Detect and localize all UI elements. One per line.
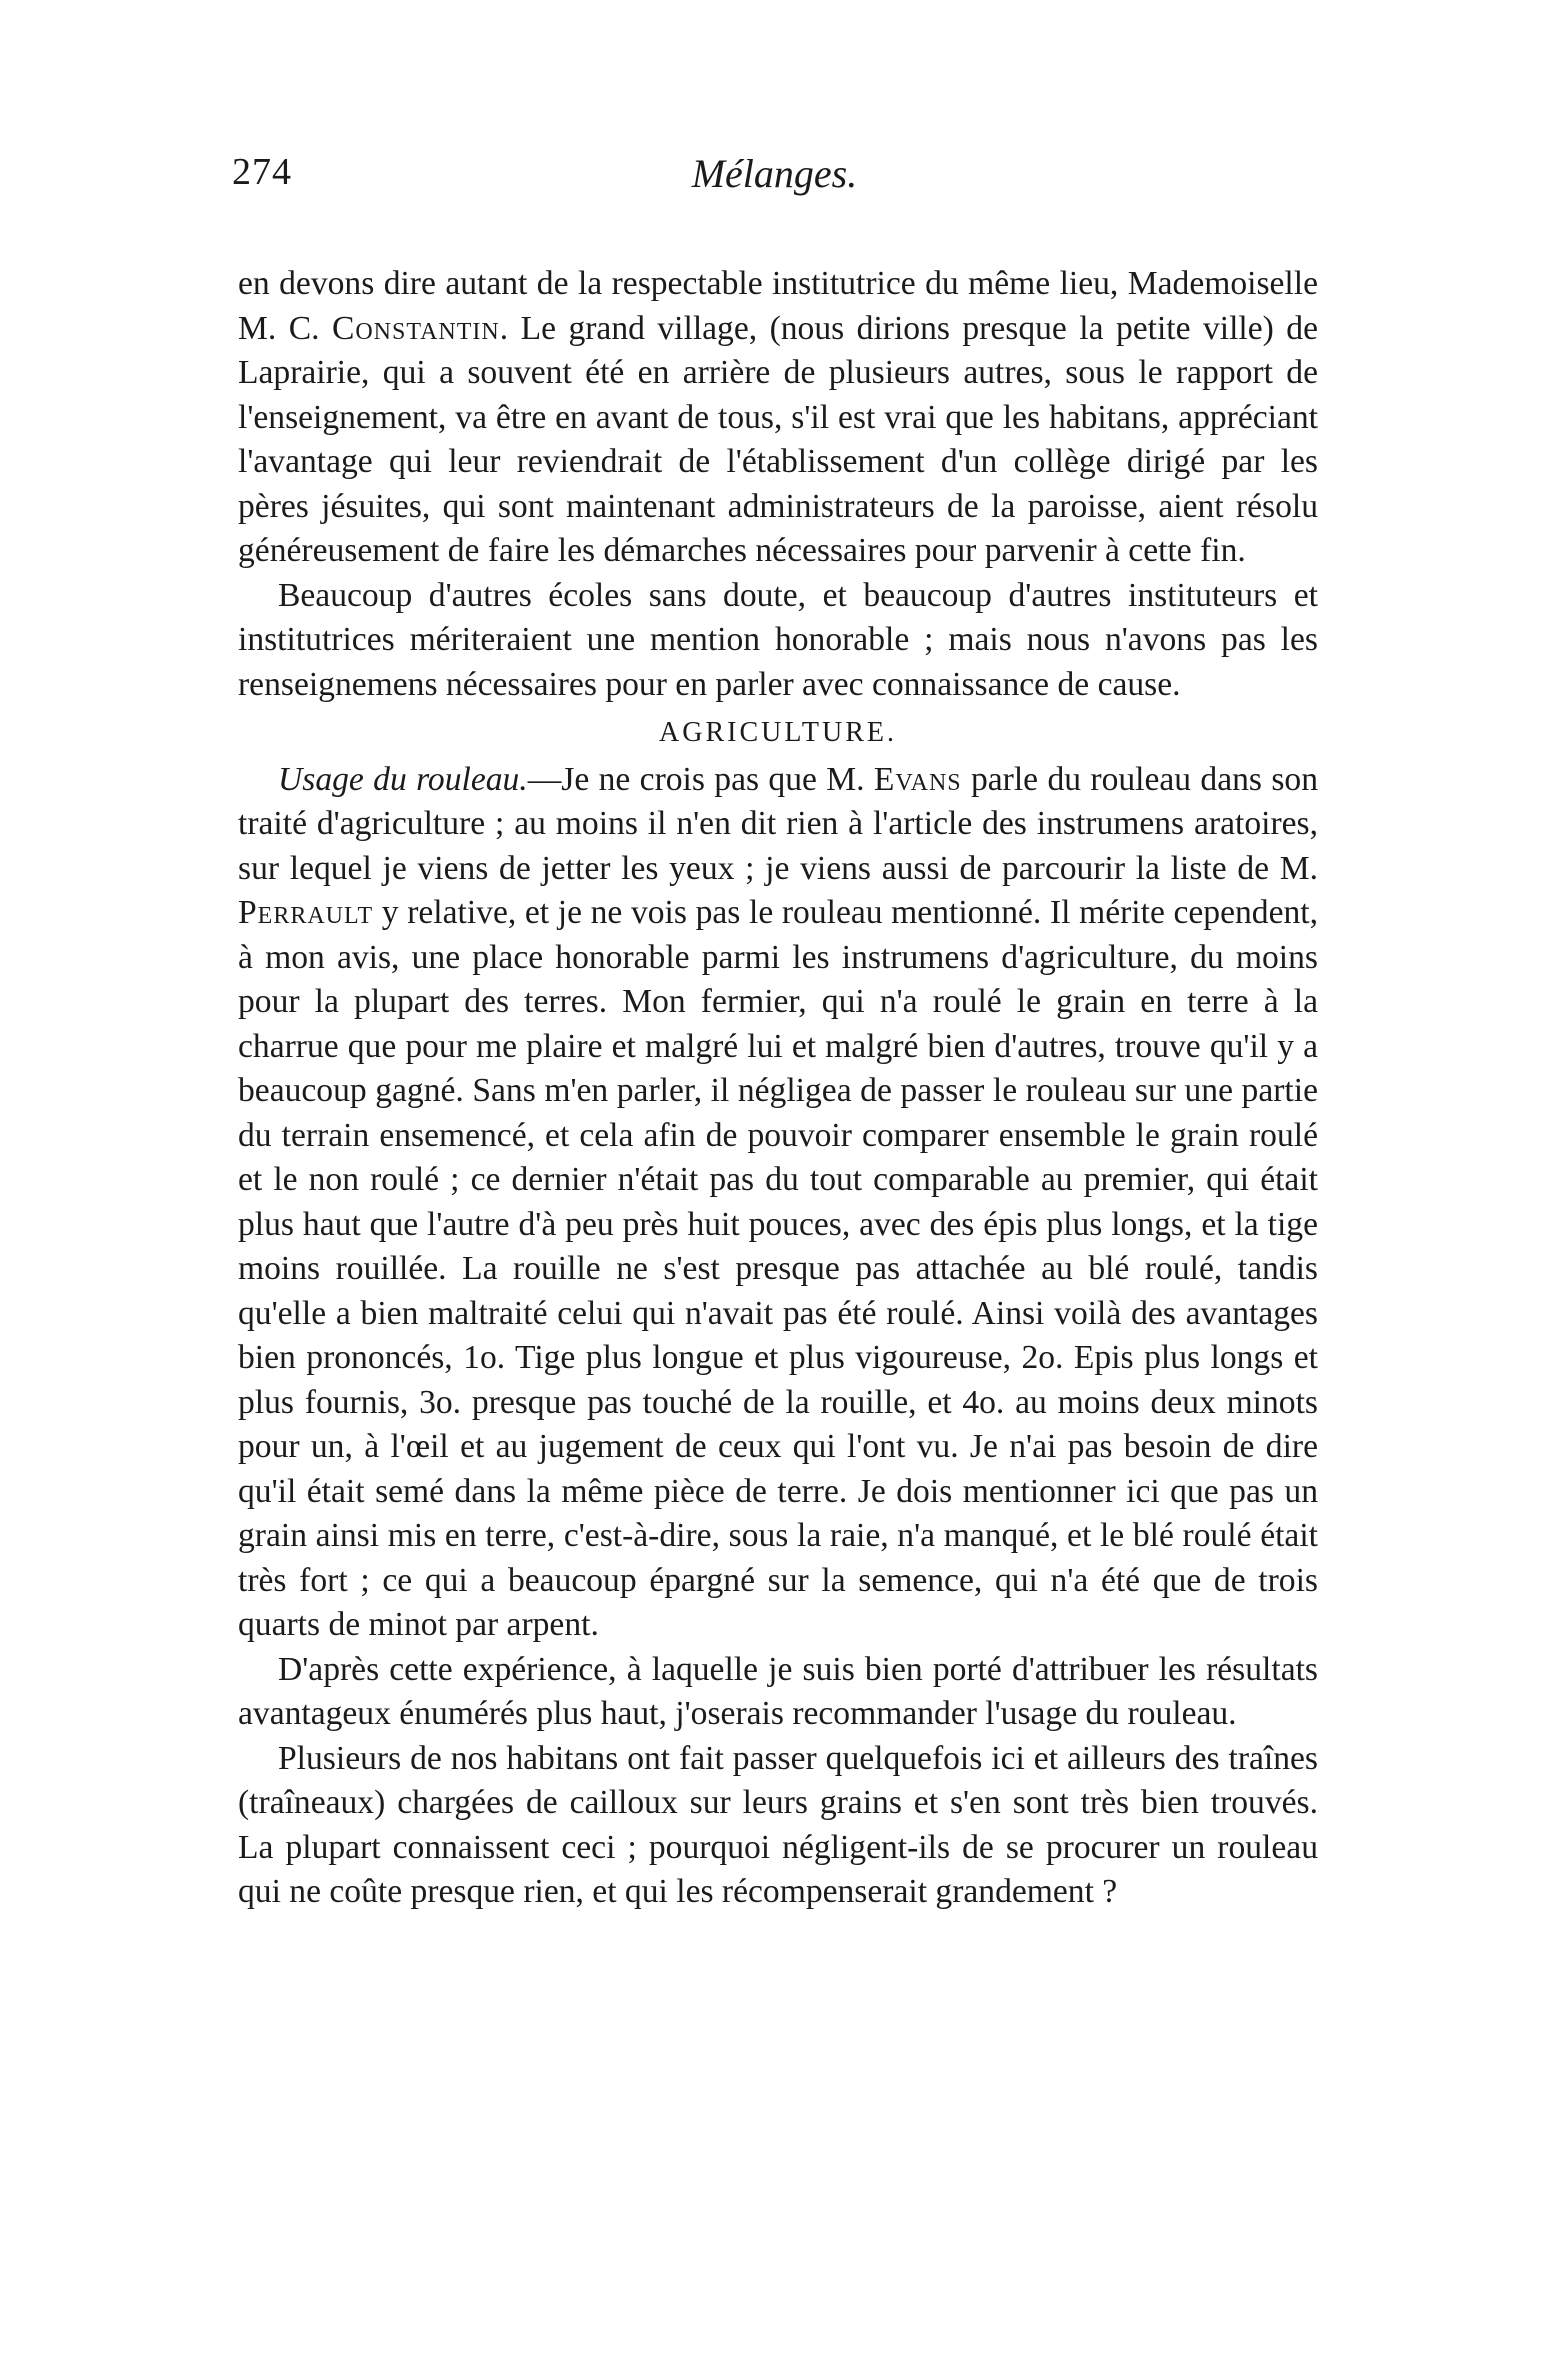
text-run: —Je ne crois pas que M. — [527, 760, 874, 798]
running-title: Mélanges. — [691, 151, 858, 196]
paragraph-education-continued — [238, 262, 1318, 574]
page-number: 274 — [232, 151, 292, 193]
paragraph-traines: Plusieurs de nos habitans ont fait passer quelquefois ici et ailleurs des traînes (traîneaux) chargées de cailloux sur leurs grains et s'en sont très bien trouvés. La plupart connaissent ceci ; pourquoi négligent-ils de se procurer un rouleau qui ne coûte presque rien, et qui les récompenserait grandement ? — [238, 1739, 1318, 1910]
text-run: en devons dire autant de la respectable institutrice du même lieu, Mademoiselle M. C. — [238, 265, 1318, 347]
page-header — [232, 150, 1317, 210]
page-body — [238, 262, 1318, 1915]
name-constantin: Constantin — [331, 309, 500, 347]
paragraph-other-schools: Beaucoup d'autres écoles sans doute, et beaucoup d'autres instituteurs et institutrices mériteraient une mention honorable ; mais nous n'avons pas les renseignemens nécessaires pour en parler avec connaissance de cause. — [238, 576, 1318, 703]
text-run: y relative, et je ne vois pas le rouleau mentionné. Il mérite cependent, à mon avis, une place honorable parmi les instrumens d'agriculture, du moins pour la plupart des terres. Mon fermier, qui n'a roulé le grain en terre à la charrue que pour me plaire et malgré lui et malgré bien d'autres, trouve qu'il y a beaucoup gagné. Sans m'en parler, il négligea de passer le rouleau sur une partie du terrain ensemencé, et cela afin de pouvoir comparer ensemble le grain roulé et le non roulé ; ce dernier n'était pas du tout comparable au premier, qui était plus haut que l'autre d'à peu près huit pouces, avec des épis plus longs, et la tige moins rouillée. La rouille ne s'est presque pas attachée au blé roulé, tandis qu'elle a bien maltraité celui qui n'avait pas été roulé. Ainsi voilà des avantages bien prononcés, 1o. Tige plus longue et plus vigoureuse, 2o. Epis plus longs et plus fournis, 3o. presque pas touché de la rouille, et 4o. au moins deux minots pour un, à l'œil et au jugement de ceux qui l'ont vu. Je n'ai pas besoin de dire qu'il était semé dans la même pièce de terre. Je dois mentionner ici que pas un grain ainsi mis en terre, c'est-à-dire, sous la raie, n'a manqué, et le blé roulé était très fort ; ce qui a beaucoup épargné sur la semence, qui n'a été que de trois quarts de minot par arpent. — [238, 894, 1318, 1643]
name-evans: Evans — [873, 760, 962, 798]
name-perrault: Perrault — [238, 894, 374, 931]
text-run: . Le grand village, (nous dirions presque la petite ville) de Laprairie, qui a souvent été en arrière de plusieurs autres, sous le rapport de l'enseignement, va être en avant de tous, s'il est vrai que les habitans, appréciant l'avantage qui leur reviendrait de l'établissement d'un collège dirigé par les pères jésuites, qui sont maintenant administrateurs de la paroisse, aient résolu généreusement de faire les démarches nécessaires pour parvenir à cette fin. — [238, 309, 1318, 569]
section-heading-agriculture: AGRICULTURE. — [659, 717, 897, 748]
paragraph-rouleau — [238, 758, 1318, 1648]
text-run: parle du rouleau dans son traité d'agriculture ; au moins il n'en dit rien à l'article des instrumens aratoires, sur lequel je viens de jetter les yeux ; je viens aussi de parcourir la liste de M. — [238, 760, 1318, 887]
paragraph-experience: D'après cette expérience, à laquelle je suis bien porté d'attribuer les résultats avantageux énumérés plus haut, j'oserais recommander l'usage du rouleau. — [238, 1650, 1318, 1732]
subhead-usage-du-rouleau: Usage du rouleau. — [278, 760, 528, 798]
